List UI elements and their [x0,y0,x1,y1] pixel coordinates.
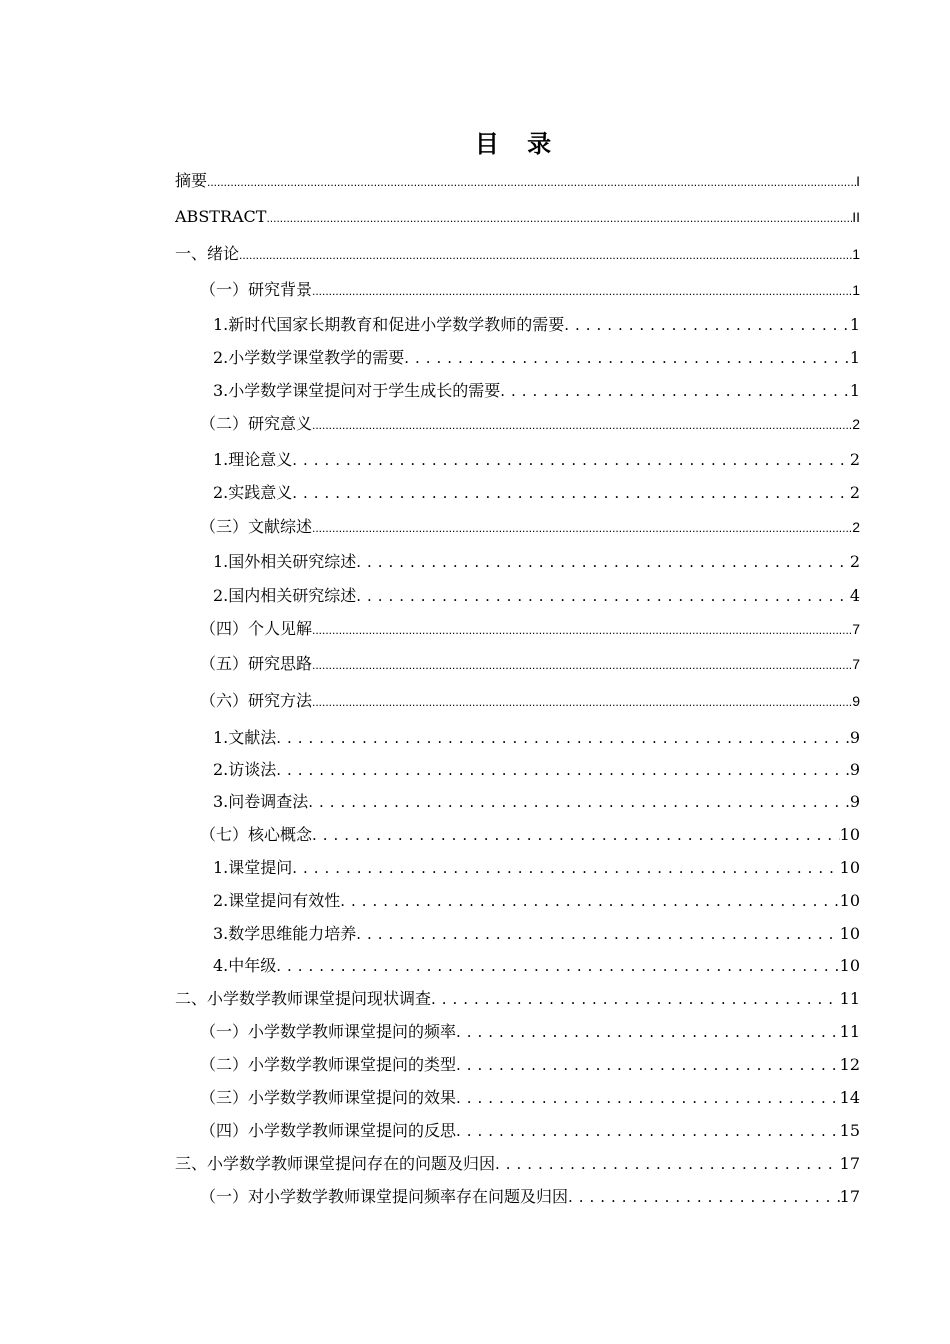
dot-leader [292,481,850,505]
dot-leader [340,889,839,913]
toc-page-number: 1 [849,315,860,334]
toc-page-number: 1 [852,282,860,298]
toc-page-number: 2 [849,552,860,571]
dot-leader [276,954,839,978]
dot-leader [276,726,850,750]
toc-page-number: 7 [852,621,860,637]
toc-page-number: 11 [839,989,860,1008]
dot-leader [495,1152,840,1176]
toc-page-number: 15 [839,1121,860,1140]
toc-page-number: 1 [852,246,860,262]
toc-entry-label: （二）小学数学教师课堂提问的类型 [200,1055,457,1074]
toc-page-number: 10 [839,858,860,877]
toc-entry-label: （七）核心概念 [200,825,313,844]
toc-entry-label: 1.国外相关研究综述 [213,552,357,571]
toc-entry[interactable] [200,689,860,713]
toc-entry[interactable] [213,346,860,370]
toc-entry-label: 4.中年级 [213,956,277,975]
toc-entry[interactable] [213,790,860,814]
toc-entry[interactable] [200,1020,860,1044]
toc-entry[interactable] [213,448,860,472]
toc-entry[interactable] [213,726,860,750]
toc-entry[interactable] [213,481,860,505]
toc-page-number: 4 [849,586,860,605]
toc-entry[interactable] [200,1053,860,1077]
dot-leader [356,584,850,608]
toc-page-number: 7 [852,656,860,672]
toc-entry[interactable] [213,584,860,608]
toc-entry-label: （三）文献综述 [200,517,313,536]
toc-entry[interactable] [200,1119,860,1143]
dot-leader [266,205,852,230]
toc-entry-label: 一、绪论 [175,244,240,263]
dot-leader [207,169,856,194]
toc-entry[interactable] [213,758,860,782]
toc-entry[interactable] [200,617,860,641]
toc-entry[interactable] [175,987,860,1011]
dot-leader [356,922,839,946]
toc-entry[interactable] [175,242,860,266]
dot-leader [312,278,852,303]
dot-leader [312,515,852,540]
toc-entry[interactable] [213,922,860,946]
toc-entry[interactable] [200,1185,860,1209]
dot-leader [404,346,850,370]
toc-entry-label: 3.数学思维能力培养 [213,924,357,943]
toc-page-number: 17 [839,1187,860,1206]
toc-page-number: 17 [839,1154,860,1173]
dot-leader [456,1020,840,1044]
toc-page-number: 14 [839,1088,860,1107]
toc-page-number: 2 [849,483,860,502]
toc-page-number: 10 [839,956,860,975]
toc-entry[interactable] [213,379,860,403]
toc-entry-label: （一）小学数学教师课堂提问的频率 [200,1022,457,1041]
toc-entry[interactable] [175,1152,860,1176]
toc-entry-label: 2.课堂提问有效性 [213,891,341,910]
toc-entry-label: 1.课堂提问 [213,858,293,877]
toc-entry-label: ABSTRACT [175,207,267,226]
dot-leader [312,652,852,677]
toc-page-number: II [852,209,860,225]
toc-entry[interactable] [200,412,860,436]
toc-entry[interactable] [175,205,860,229]
toc-entry-label: 3.小学数学课堂提问对于学生成长的需要 [213,381,501,400]
dot-leader [239,242,852,267]
toc-entry-label: 三、小学数学教师课堂提问存在的问题及归因 [175,1154,496,1173]
dot-leader [568,1185,840,1209]
toc-entry-label: （五）研究思路 [200,654,313,673]
toc-entry[interactable] [213,550,860,574]
toc-page-number: 12 [839,1055,860,1074]
dot-leader [500,379,850,403]
dot-leader [312,412,852,437]
toc-entry[interactable] [200,823,860,847]
toc-entry-label: 1.理论意义 [213,450,293,469]
dot-leader [312,617,852,642]
toc-page-number: 2 [852,519,860,535]
dot-leader [431,987,840,1011]
dot-leader [312,689,852,714]
toc-page-number: 9 [849,728,860,747]
dot-leader [356,550,850,574]
dot-leader [308,790,850,814]
toc-entry-label: 1.文献法 [213,728,277,747]
dot-leader [292,448,850,472]
toc-entry[interactable] [200,515,860,539]
toc-page-number: 1 [849,381,860,400]
dot-leader [292,856,839,880]
toc-page-number: 2 [849,450,860,469]
toc-entry[interactable] [200,1086,860,1110]
toc-page-number: 10 [839,891,860,910]
toc-entry-label: （四）个人见解 [200,619,313,638]
toc-page-number: 1 [849,348,860,367]
toc-entry-label: （四）小学数学教师课堂提问的反思 [200,1121,457,1140]
toc-page-number: 9 [849,792,860,811]
toc-entry-label: （三）小学数学教师课堂提问的效果 [200,1088,457,1107]
toc-page-number: 11 [839,1022,860,1041]
toc-entry-label: 摘要 [175,171,208,190]
toc-entry[interactable] [175,169,860,193]
toc-entry-label: （六）研究方法 [200,691,313,710]
toc-entry-label: 二、小学数学教师课堂提问现状调查 [175,989,432,1008]
toc-entry-label: 2.实践意义 [213,483,293,502]
toc-entry[interactable] [213,856,860,880]
dot-leader [456,1086,840,1110]
page-title: 目 录 [474,130,562,158]
toc-entry-label: （一）对小学数学教师课堂提问频率存在问题及归因 [200,1187,569,1206]
toc-page-number: 10 [839,924,860,943]
toc-entry-label: （一）研究背景 [200,280,313,299]
toc-page-number: 9 [852,693,860,709]
toc-entry-label: 2.小学数学课堂教学的需要 [213,348,405,367]
toc-page-number: I [856,173,860,189]
dot-leader [456,1053,840,1077]
toc-entry-label: （二）研究意义 [200,414,313,433]
toc-page-number: 10 [839,825,860,844]
toc-page-number: 2 [852,416,860,432]
toc-entry[interactable] [200,652,860,676]
dot-leader [312,823,840,847]
dot-leader [456,1119,840,1143]
toc-entry[interactable] [213,889,860,913]
toc-page-number: 9 [849,760,860,779]
toc-entry-label: 2.国内相关研究综述 [213,586,357,605]
dot-leader [276,758,850,782]
toc-entry[interactable] [200,278,860,302]
toc-entry[interactable] [213,954,860,978]
toc-entry[interactable] [213,313,860,337]
toc-entry-label: 3.问卷调查法 [213,792,309,811]
dot-leader [564,313,850,337]
toc-entry-label: 2.访谈法 [213,760,277,779]
toc-entry-label: 1.新时代国家长期教育和促进小学数学教师的需要 [213,315,565,334]
